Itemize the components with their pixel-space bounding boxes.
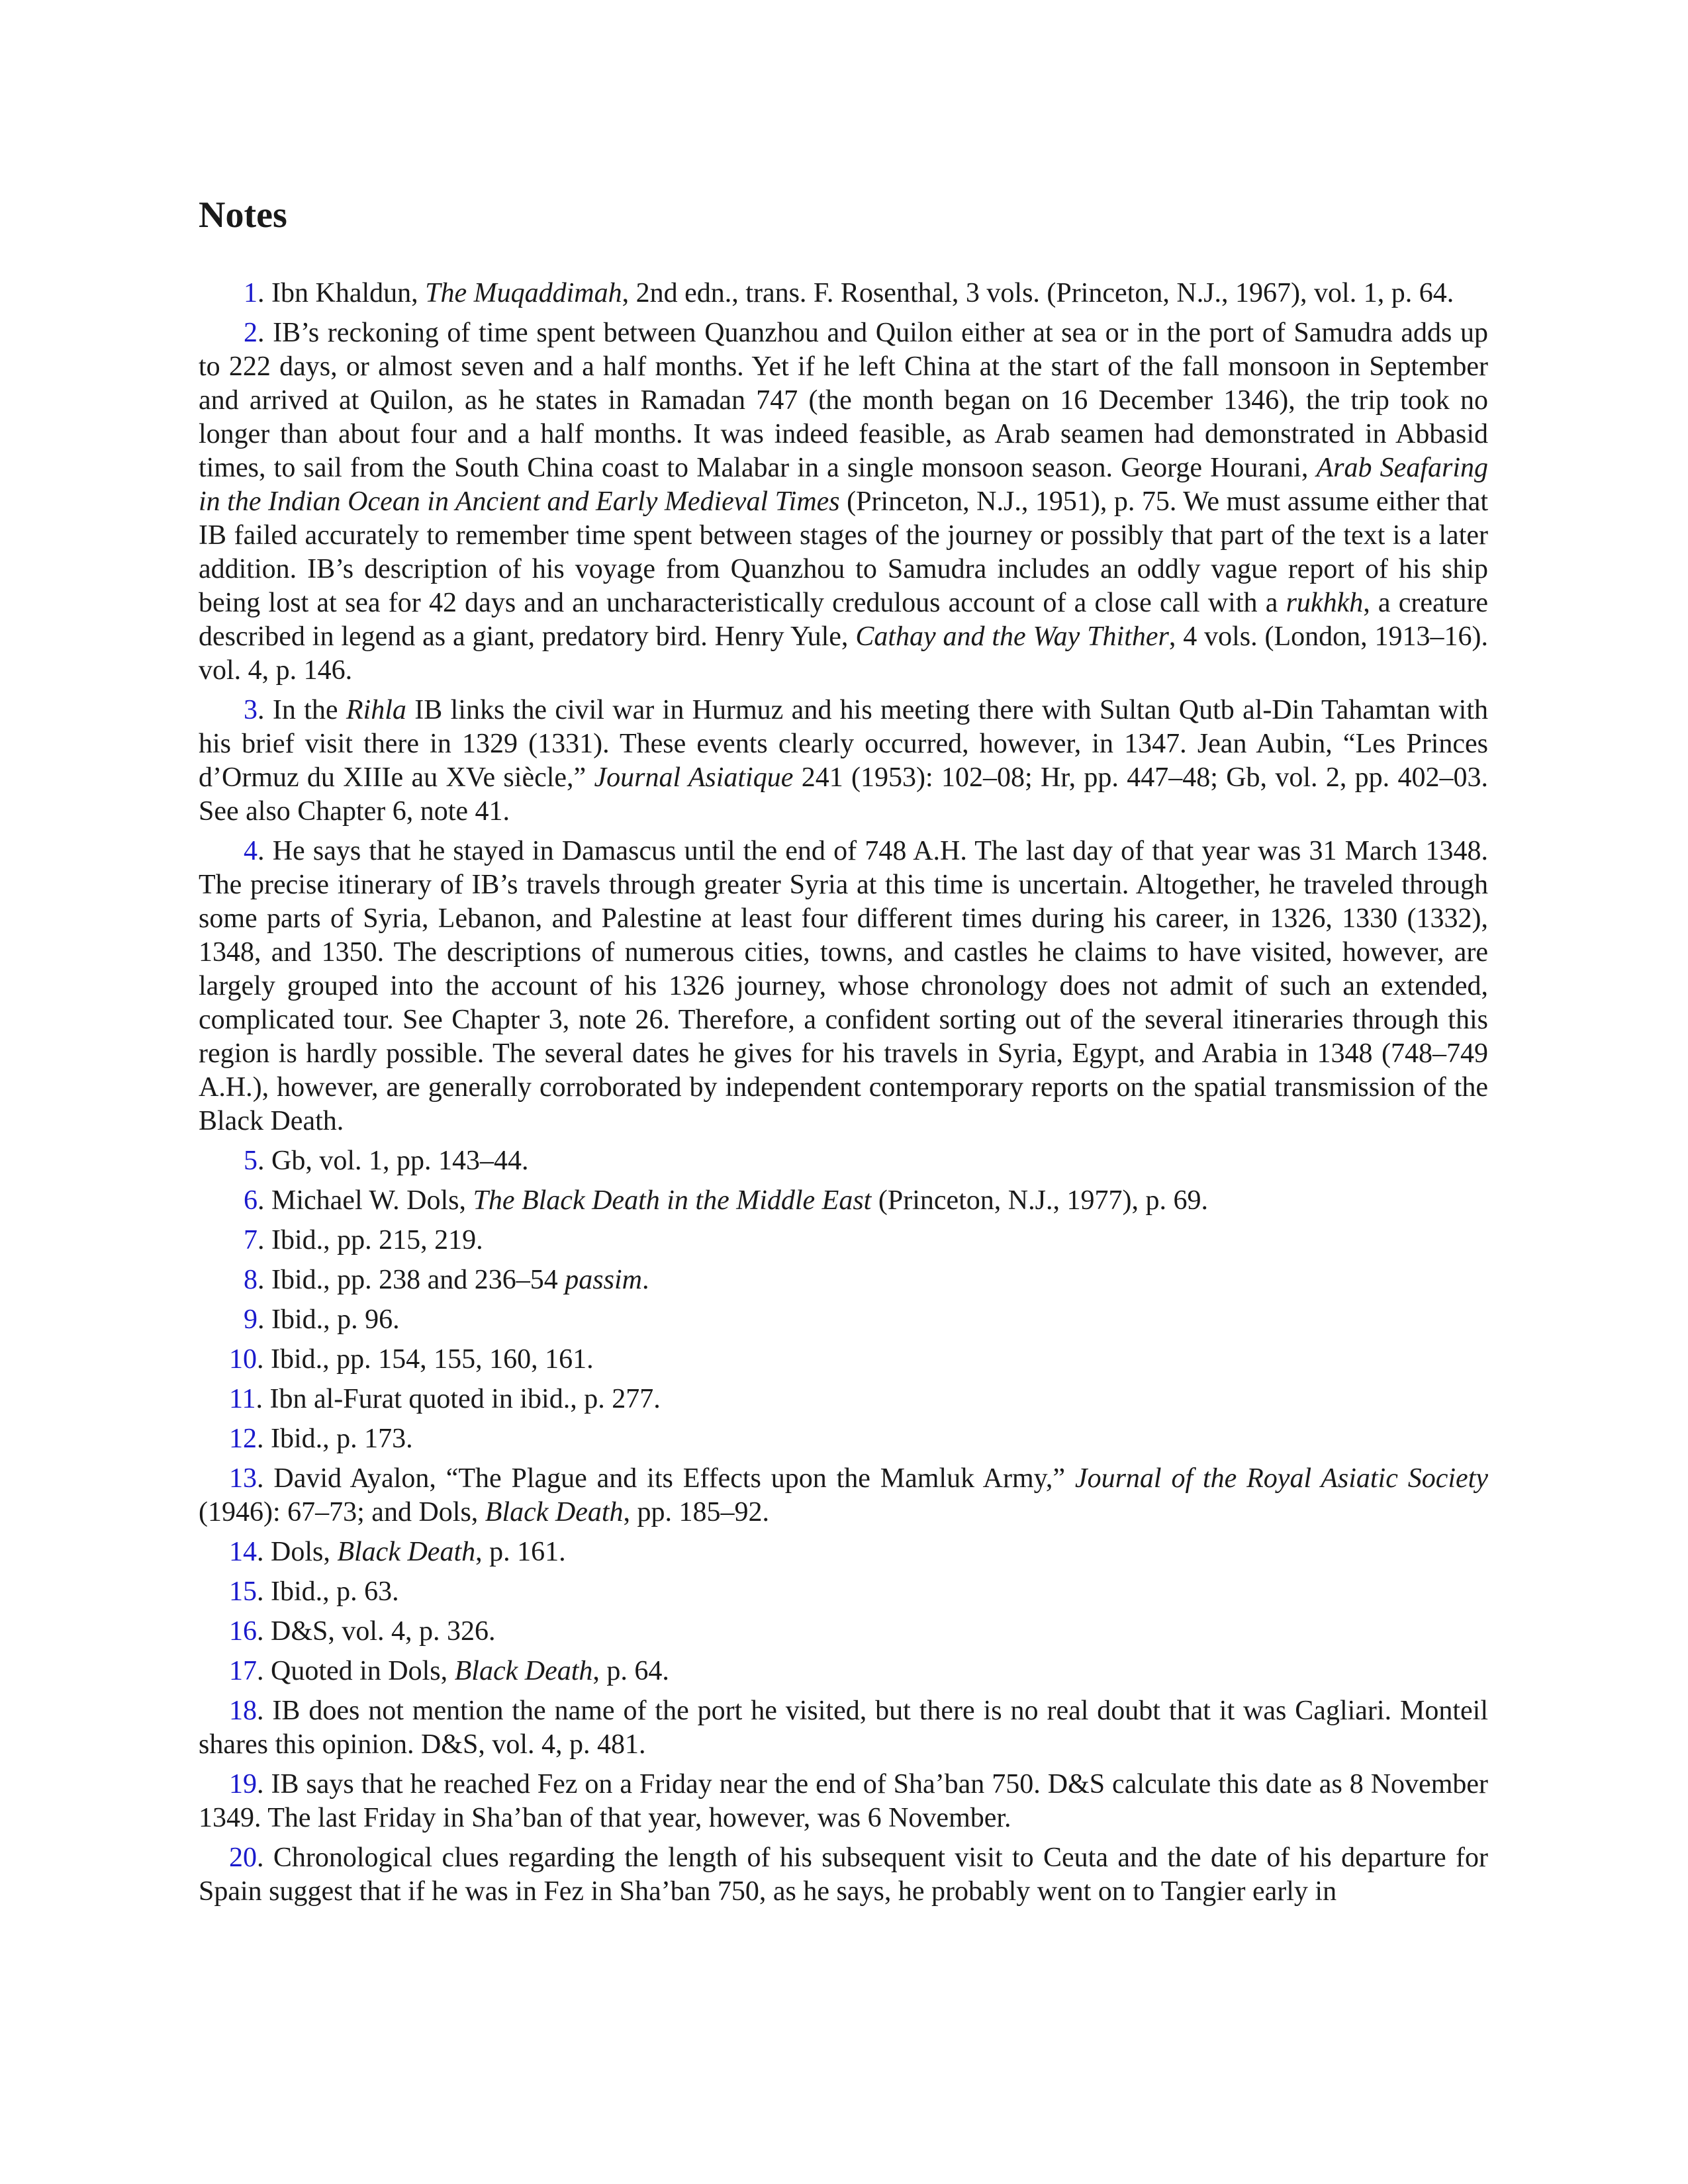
note-number-link[interactable]: 1 bbox=[244, 278, 258, 308]
note-italic-title: Cathay and the Way Thither bbox=[855, 621, 1169, 652]
note-text: . Quoted in Dols, bbox=[257, 1656, 455, 1686]
note-text: . Ibid., pp. 154, 155, 160, 161. bbox=[257, 1344, 594, 1375]
note-text: . Ibid., pp. 238 and 236–54 bbox=[258, 1265, 565, 1295]
note-italic-title: Black Death bbox=[485, 1497, 624, 1527]
note-16 bbox=[199, 1615, 1488, 1649]
note-text: . Ibn al-Furat quoted in ibid., p. 277. bbox=[256, 1384, 661, 1414]
note-text: . Michael W. Dols, bbox=[258, 1185, 473, 1216]
note-italic-title: rukhkh bbox=[1286, 588, 1364, 618]
note-18 bbox=[199, 1694, 1488, 1762]
note-text: , p. 64. bbox=[592, 1656, 669, 1686]
note-number-link[interactable]: 2 bbox=[244, 318, 258, 348]
note-number-link[interactable]: 9 bbox=[244, 1304, 258, 1335]
note-italic-title: The Black Death in the Middle East bbox=[473, 1185, 872, 1216]
note-text: IB links the civil war in Hurmuz and his meeting there with Sultan Qutb al-Din Tahamtan with his brief visit there in 1329 (1331). These events clearly occurred, however, in 1347. Jean Aubin, “Les Princes d’Ormuz du XIIIe au XVe siècle,” bbox=[199, 695, 1489, 793]
note-number-link[interactable]: 5 bbox=[244, 1146, 258, 1176]
note-number-link[interactable]: 3 bbox=[244, 695, 258, 725]
note-9 bbox=[199, 1303, 1488, 1337]
notes-page bbox=[199, 192, 1488, 1915]
note-text: . He says that he stayed in Damascus until the end of 748 A.H. The last day of that year was 31 March 1348. The precise itinerary of IB’s travels through greater Syria at this time is uncertain. Altogether, he traveled through some parts of Syria, Lebanon, and Palestine at least four different times during his career, in 1326, 1330 (1332), 1348, and 1350. The descriptions of numerous cities, towns, and castles he claims to have visited, however, are largely grouped into the account of his 1326 journey, whose chronology does not admit of such an extended, complicated tour. See Chapter 3, note 26. Therefore, a confident sorting out of the several itineraries through this region is hardly possible. The several dates he gives for his travels in Syria, Egypt, and Arabia in 1348 (748–749 A.H.), however, are generally corroborated by independent contemporary reports on the spatial transmission of the Black Death. bbox=[199, 836, 1488, 1136]
note-6 bbox=[199, 1184, 1488, 1218]
note-number-link[interactable]: 8 bbox=[244, 1265, 258, 1295]
note-text: . David Ayalon, “The Plague and its Effects upon the Mamluk Army,” bbox=[257, 1463, 1075, 1494]
note-14 bbox=[199, 1535, 1488, 1569]
note-text: . Gb, vol. 1, pp. 143–44. bbox=[258, 1146, 529, 1176]
note-italic-title: The Muqaddimah bbox=[425, 278, 622, 308]
note-13 bbox=[199, 1462, 1488, 1529]
note-19 bbox=[199, 1768, 1488, 1835]
note-text: . Ibid., p. 96. bbox=[258, 1304, 400, 1335]
note-text: . IB does not mention the name of the port he visited, but there is no real doubt that it was Cagliari. Monteil shares this opinion. D&S, vol. 4, p. 481. bbox=[199, 1696, 1488, 1760]
note-1 bbox=[199, 277, 1488, 310]
note-text: . Ibn Khaldun, bbox=[258, 278, 426, 308]
note-text: (1946): 67–73; and Dols, bbox=[199, 1497, 485, 1527]
notes-list bbox=[199, 277, 1488, 1909]
note-text: . IB’s reckoning of time spent between Quanzhou and Quilon either at sea or in the port of Samudra adds up to 222 days, or almost seven and a half months. Yet if he left China at the start of the fall monsoon in September and arrived at Quilon, as he states in Ramadan 747 (the month began on 16 December 1346), the trip took no longer than about four and a half months. It was indeed feasible, as Arab seamen had demonstrated in Abbasid times, to sail from the South China coast to Malabar in a single monsoon season. George Hourani, bbox=[199, 318, 1488, 483]
page-title: Notes bbox=[199, 195, 287, 236]
note-text: , 2nd edn., trans. F. Rosenthal, 3 vols. (Princeton, N.J., 1967), vol. 1, p. 64. bbox=[622, 278, 1454, 308]
note-number-link[interactable]: 18 bbox=[229, 1696, 257, 1726]
note-number-link[interactable]: 11 bbox=[229, 1384, 256, 1414]
note-text: . Ibid., pp. 215, 219. bbox=[258, 1225, 483, 1255]
note-text: , a creature described in legend as a giant, predatory bird. Henry Yule, bbox=[199, 588, 1488, 652]
note-8 bbox=[199, 1263, 1488, 1297]
note-number-link[interactable]: 14 bbox=[229, 1537, 257, 1567]
note-5 bbox=[199, 1144, 1488, 1178]
note-italic-title: Black Death bbox=[454, 1656, 593, 1686]
note-text: , p. 161. bbox=[475, 1537, 566, 1567]
note-number-link[interactable]: 13 bbox=[229, 1463, 257, 1494]
note-text: . Chronological clues regarding the length of his subsequent visit to Ceuta and the date of his departure for Spain suggest that if he was in Fez in Sha’ban 750, as he says, he probably went on to Tangier early in bbox=[199, 1843, 1488, 1907]
note-text: . Ibid., p. 173. bbox=[257, 1424, 413, 1454]
note-15 bbox=[199, 1575, 1488, 1609]
note-text: (Princeton, N.J., 1977), p. 69. bbox=[871, 1185, 1208, 1216]
note-10 bbox=[199, 1343, 1488, 1377]
note-3 bbox=[199, 694, 1488, 829]
note-4 bbox=[199, 835, 1488, 1138]
note-number-link[interactable]: 12 bbox=[229, 1424, 257, 1454]
note-italic-title: Arab Seafaring in the Indian Ocean in Ancient and Early Medieval Times bbox=[199, 453, 1489, 517]
note-2 bbox=[199, 316, 1488, 688]
note-italic-title: Journal Asiatique bbox=[594, 762, 794, 793]
note-text: . Dols, bbox=[257, 1537, 338, 1567]
note-11 bbox=[199, 1383, 1488, 1416]
note-number-link[interactable]: 16 bbox=[229, 1616, 257, 1647]
note-20 bbox=[199, 1841, 1488, 1909]
note-12 bbox=[199, 1422, 1488, 1456]
note-italic-title: passim bbox=[565, 1265, 642, 1295]
note-text: , 4 vols. (London, 1913–16). vol. 4, p. 146. bbox=[199, 621, 1488, 686]
note-number-link[interactable]: 10 bbox=[229, 1344, 257, 1375]
note-number-link[interactable]: 7 bbox=[244, 1225, 258, 1255]
note-number-link[interactable]: 4 bbox=[244, 836, 258, 866]
note-number-link[interactable]: 6 bbox=[244, 1185, 258, 1216]
note-italic-title: Journal of the Royal Asiatic Society bbox=[1074, 1463, 1488, 1494]
note-italic-title: Black Death bbox=[337, 1537, 476, 1567]
note-text: . Ibid., p. 63. bbox=[257, 1576, 399, 1607]
note-7 bbox=[199, 1224, 1488, 1257]
note-number-link[interactable]: 15 bbox=[229, 1576, 257, 1607]
note-text: (Princeton, N.J., 1951), p. 75. We must assume either that IB failed accurately to remember time spent between stages of the journey or possibly that part of the text is a later addition. IB’s description of his voyage from Quanzhou to Samudra includes an oddly vague report of his ship being lost at sea for 42 days and an uncharacteristically credulous account of a close call with a bbox=[199, 486, 1488, 618]
note-text: , pp. 185–92. bbox=[623, 1497, 770, 1527]
note-text: 241 (1953): 102–08; Hr, pp. 447–48; Gb, vol. 2, pp. 402–03. See also Chapter 6, note 41. bbox=[199, 762, 1488, 827]
note-17 bbox=[199, 1655, 1488, 1688]
note-number-link[interactable]: 17 bbox=[229, 1656, 257, 1686]
note-italic-title: Rihla bbox=[346, 695, 406, 725]
note-number-link[interactable]: 19 bbox=[229, 1769, 257, 1799]
note-number-link[interactable]: 20 bbox=[229, 1843, 257, 1873]
note-text: . D&S, vol. 4, p. 326. bbox=[257, 1616, 496, 1647]
note-text: . bbox=[642, 1265, 649, 1295]
note-text: . In the bbox=[258, 695, 346, 725]
note-text: . IB says that he reached Fez on a Friday near the end of Sha’ban 750. D&S calculate this date as 8 November 1349. The last Friday in Sha’ban of that year, however, was 6 November. bbox=[199, 1769, 1488, 1833]
